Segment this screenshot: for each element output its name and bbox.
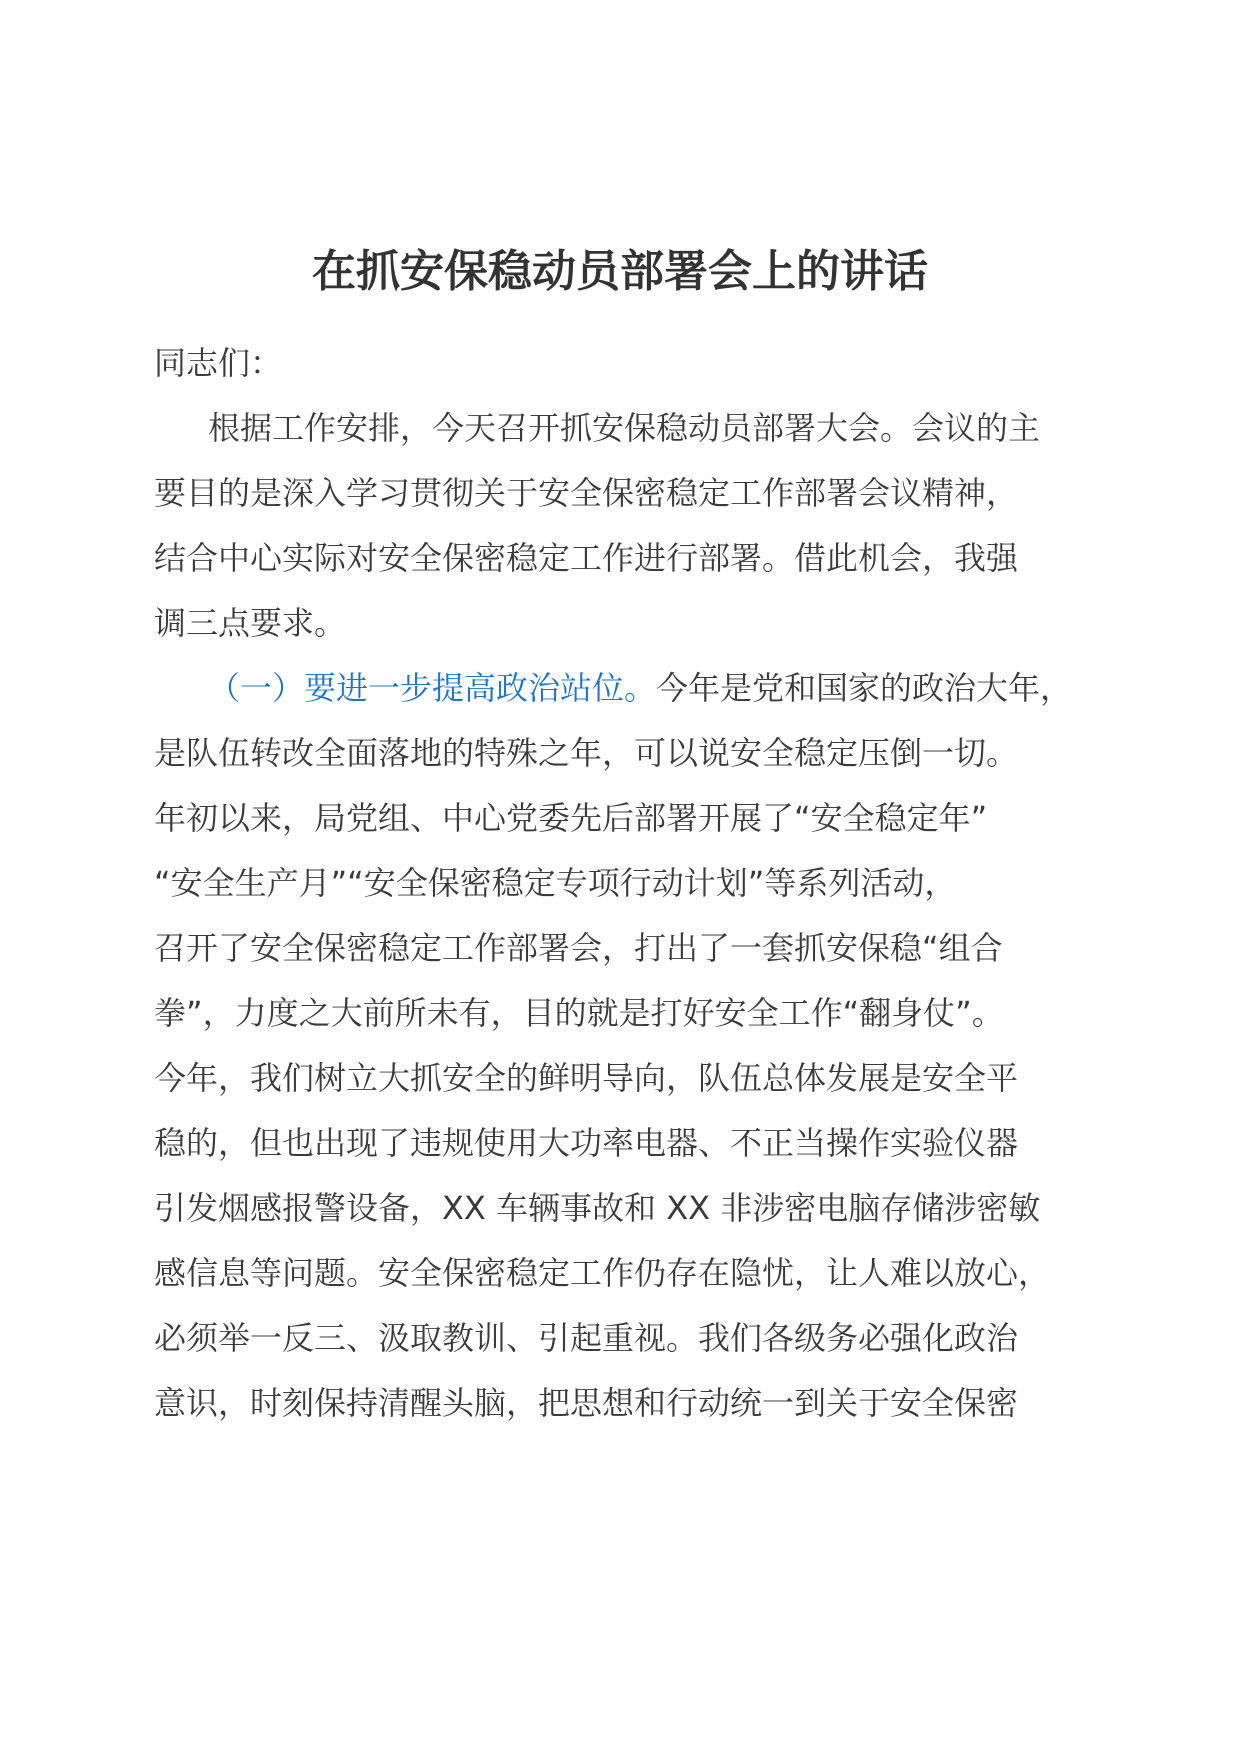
section-1-first-line-text: 今年是党和国家的政治大年， (656, 669, 1073, 707)
section-1-paragraph (154, 656, 1094, 1436)
document-title: 在抓安保稳动员部署会上的讲话 (312, 246, 928, 297)
section-1-line: 年初以来，局党组、中心党委先后部署开展了“安全稳定年” (154, 799, 988, 837)
section-1-line: 稳的，但也出现了违规使用大功率电器、不正当操作实验仪器 (154, 1124, 1019, 1162)
section-1-heading: （一）要进一步提高政治站位。 (208, 669, 657, 707)
intro-line: 调三点要求。 (154, 604, 347, 642)
section-1-line: 感信息等问题。安全保密稳定工作仍存在隐忧，让人难以放心， (154, 1254, 1051, 1292)
section-1-line: 意识，时刻保持清醒头脑，把思想和行动统一到关于安全保密 (154, 1384, 1019, 1422)
section-1-line: 必须举一反三、汲取教训、引起重视。我们各级务必强化政治 (154, 1319, 1019, 1357)
section-1-line: 召开了安全保密稳定工作部署会，打出了一套抓安保稳“组合 (154, 929, 1003, 967)
document-body (154, 331, 1094, 1436)
section-1-line: 是队伍转改全面落地的特殊之年，可以说安全稳定压倒一切。 (154, 734, 1019, 772)
section-1-line: 引发烟感报警设备，XX 车辆事故和 XX 非涉密电脑存储涉密敏 (154, 1189, 1041, 1227)
intro-line: 结合中心实际对安全保密稳定工作进行部署。借此机会，我强 (154, 539, 1019, 577)
section-1-line: 拳”，力度之大前所未有，目的就是打好安全工作“翻身仗”。 (154, 994, 1004, 1032)
intro-paragraph (154, 396, 1094, 656)
intro-line: 要目的是深入学习贯彻关于安全保密稳定工作部署会议精神， (154, 474, 1019, 512)
section-1-first-line (154, 656, 1094, 721)
section-1-line: “安全生产月”“安全保密稳定专项行动计划”等系列活动， (154, 864, 957, 902)
salutation: 同志们： (154, 344, 283, 382)
section-1-line: 今年，我们树立大抓安全的鲜明导向，队伍总体发展是安全平 (154, 1059, 1019, 1097)
intro-line: 根据工作安排，今天召开抓安保稳动员部署大会。会议的主 (208, 409, 1041, 447)
